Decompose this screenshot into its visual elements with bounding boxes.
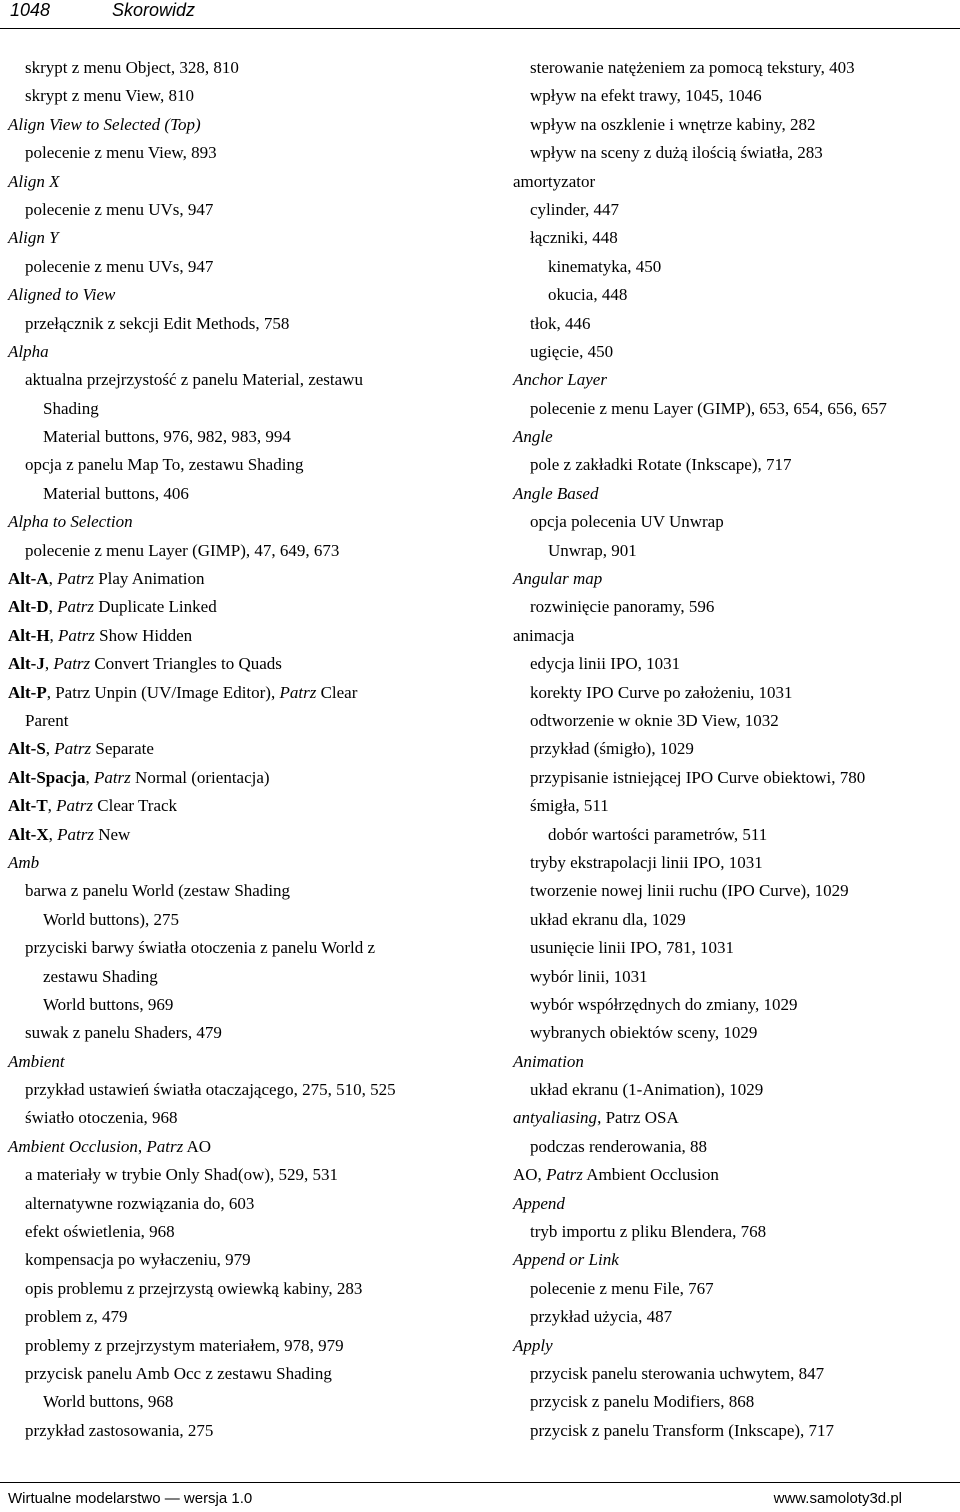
index-entry-text: wpływ na oszklenie i wnętrze kabiny, 282	[530, 114, 816, 134]
index-entry	[8, 1019, 468, 1047]
index-entry-text: kompensacja po wyłaczeniu, 979	[25, 1250, 251, 1270]
index-entry-text: światło otoczenia, 968	[25, 1108, 178, 1128]
index-entry-text: Patrz	[57, 824, 94, 844]
index-entry-text: przykład ustawień światła otaczającego, 275, 510, 525	[25, 1080, 396, 1100]
index-entry-text: rozwinięcie panoramy, 596	[530, 597, 715, 617]
index-entry-text: Patrz	[53, 654, 91, 674]
index-entry-text: Show Hidden	[94, 625, 193, 645]
index-entry	[513, 565, 953, 593]
index-entry-text: Separate	[91, 739, 154, 759]
index-entry-text: tryby ekstrapolacji linii IPO, 1031	[530, 852, 763, 872]
index-entry-text: Ambient Occlusion	[8, 1136, 138, 1156]
index-entry-text: korekty IPO Curve po założeniu, 1031	[530, 682, 793, 702]
index-entry	[513, 1019, 953, 1047]
index-entry	[513, 593, 953, 621]
index-entry	[8, 451, 468, 479]
index-entry-text: Align View to Selected (Top)	[8, 114, 201, 134]
index-entry-text: ugięcie, 450	[530, 341, 614, 361]
index-entry-text: wybór linii, 1031	[530, 966, 648, 986]
index-entry	[513, 1218, 953, 1246]
index-entry-text: Patrz	[57, 597, 94, 617]
index-entry	[8, 1133, 468, 1161]
index-entry-text: Amb	[8, 852, 40, 872]
index-entry-text: edycja linii IPO, 1031	[530, 654, 681, 674]
index-entry-text: opcja z panelu Map To, zestawu Shading	[25, 455, 304, 475]
index-column-left	[8, 54, 468, 1445]
index-entry-text: przykład zastosowania, 275	[25, 1420, 214, 1440]
index-entry-text: ,	[48, 569, 58, 589]
footer-website: www.samoloty3d.pl	[773, 1490, 902, 1507]
index-entry	[513, 679, 953, 707]
index-entry	[8, 1303, 468, 1331]
index-entry	[513, 1388, 953, 1416]
index-entry-text: skrypt z menu View, 810	[25, 86, 194, 106]
index-entry-text: podczas renderowania, 88	[530, 1136, 708, 1156]
index-entry	[513, 537, 953, 565]
index-entry	[8, 508, 468, 536]
index-entry	[513, 906, 953, 934]
index-entry	[8, 1161, 468, 1189]
index-entry-text: Clear	[316, 682, 358, 702]
index-entry	[8, 934, 468, 962]
page-number: 1048	[10, 0, 51, 20]
index-entry	[8, 906, 468, 934]
index-entry-text: przycisk z panelu Modifiers, 868	[530, 1392, 755, 1412]
index-entry-text: polecenie z menu UVs, 947	[25, 199, 214, 219]
index-entry-text: Unwrap, 901	[548, 540, 637, 560]
index-entry	[513, 1190, 953, 1218]
index-entry-text: polecenie z menu File, 767	[530, 1278, 714, 1298]
index-entry-text: Patrz	[57, 569, 94, 589]
index-entry-text: ,	[45, 739, 55, 759]
index-entry	[513, 1076, 953, 1104]
index-entry-text: cylinder, 447	[530, 199, 620, 219]
index-entry-text: Patrz	[58, 625, 95, 645]
index-entry-text: przyciski barwy światła otoczenia z panelu World z	[25, 938, 375, 958]
index-entry	[513, 82, 953, 110]
index-entry-text: kinematyka, 450	[548, 256, 662, 276]
index-entry-text: ,	[137, 1136, 147, 1156]
index-entry-text: polecenie z menu UVs, 947	[25, 256, 214, 276]
index-entry-text: przycisk z panelu Transform (Inkscape), 717	[530, 1420, 835, 1440]
index-entry-text: skrypt z menu Object, 328, 810	[25, 58, 239, 77]
index-entry	[513, 764, 953, 792]
index-entry-text: New	[93, 824, 131, 844]
index-entry	[8, 679, 468, 707]
index-entry-text: sterowanie natężeniem za pomocą tekstury, 403	[530, 58, 855, 77]
index-entry	[513, 707, 953, 735]
index-entry-text: problemy z przejrzystym materiałem, 978, 979	[25, 1335, 344, 1355]
index-entry	[8, 1246, 468, 1274]
index-entry-text: World buttons, 968	[43, 1392, 174, 1412]
index-entry-text: Patrz	[279, 682, 317, 702]
index-entry-text: Patrz	[93, 767, 131, 787]
index-entry	[8, 423, 468, 451]
index-entry	[513, 310, 953, 338]
index-entry-text: , Patrz OSA	[597, 1108, 679, 1128]
index-entry-text: Alt-D	[8, 597, 49, 617]
index-entry	[513, 423, 953, 451]
index-entry-text: Apply	[513, 1335, 553, 1355]
index-entry	[513, 281, 953, 309]
index-entry	[513, 1417, 953, 1445]
index-entry	[8, 764, 468, 792]
index-entry-text: Normal (orientacja)	[130, 767, 270, 787]
index-entry	[8, 395, 468, 423]
index-entry-text: śmigła, 511	[530, 796, 609, 816]
index-entry-text: Duplicate Linked	[93, 597, 217, 617]
index-entry-text: układ ekranu (1-Animation), 1029	[530, 1080, 764, 1100]
index-entry-text: ,	[85, 767, 94, 787]
index-entry-text: ,	[44, 654, 54, 674]
index-entry-text: Aligned to View	[8, 285, 116, 305]
index-entry-text: a materiały w trybie Only Shad(ow), 529, 531	[25, 1165, 339, 1185]
index-entry-text: barwa z panelu World (zestaw Shading	[25, 881, 291, 901]
index-entry	[8, 707, 468, 735]
index-entry	[513, 1275, 953, 1303]
index-entry-text: Align Y	[8, 228, 59, 248]
index-entry	[8, 1048, 468, 1076]
index-entry	[513, 253, 953, 281]
page-header	[0, 0, 960, 29]
index-entry-text: Ambient	[8, 1051, 65, 1071]
index-entry	[513, 480, 953, 508]
index-entry	[8, 54, 468, 82]
index-entry	[8, 1275, 468, 1303]
index-entry	[8, 366, 468, 394]
index-entry	[513, 54, 953, 82]
index-entry	[8, 1190, 468, 1218]
index-entry-text: polecenie z menu Layer (GIMP), 47, 649, 673	[25, 540, 340, 560]
index-entry-text: Alt-P	[8, 682, 47, 702]
index-entry	[513, 168, 953, 196]
index-entry	[8, 849, 468, 877]
index-entry	[8, 480, 468, 508]
index-entry-text: Angle	[513, 427, 553, 447]
index-entry-text: ,	[49, 625, 59, 645]
index-entry-text: Clear Track	[93, 796, 178, 816]
index-entry-text: World buttons, 969	[43, 994, 174, 1014]
index-entry-text: Play Animation	[93, 569, 205, 589]
index-entry	[8, 281, 468, 309]
index-entry-text: Angular map	[513, 569, 603, 589]
index-entry-text: pole z zakładki Rotate (Inkscape), 717	[530, 455, 792, 475]
index-entry-text: Alpha to Selection	[8, 512, 133, 532]
index-entry	[513, 991, 953, 1019]
index-entry-text: dobór wartości parametrów, 511	[548, 824, 768, 844]
index-entry-text: Alt-Spacja	[8, 767, 86, 787]
index-entry	[513, 224, 953, 252]
index-entry-text: Patrz	[56, 796, 94, 816]
index-entry-text: Anchor Layer	[513, 370, 607, 390]
index-entry-text: Append	[513, 1193, 565, 1213]
index-entry-text: ,	[48, 824, 58, 844]
index-entry-text: wpływ na sceny z dużą ilością światła, 283	[530, 143, 823, 163]
index-entry-text: amortyzator	[513, 171, 596, 191]
index-entry-text: przykład (śmigło), 1029	[530, 739, 694, 759]
index-entry-text: Parent	[25, 710, 69, 730]
index-entry	[8, 338, 468, 366]
index-entry	[8, 877, 468, 905]
index-entry-text: opis problemu z przejrzystą owiewką kabiny, 283	[25, 1278, 363, 1298]
index-entry	[8, 168, 468, 196]
index-entry-text: polecenie z menu Layer (GIMP), 653, 654, 656, 657	[530, 398, 887, 418]
index-entry-text: Angle Based	[513, 483, 599, 503]
index-entry	[8, 1388, 468, 1416]
index-entry-text: układ ekranu dla, 1029	[530, 909, 686, 929]
index-entry-text: animacja	[513, 625, 575, 645]
index-entry	[513, 1246, 953, 1274]
index-entry	[8, 196, 468, 224]
index-entry-text: Patrz	[546, 1165, 583, 1185]
index-entry-text: AO,	[513, 1165, 547, 1185]
index-entry-text: tryb importu z pliku Blendera, 768	[530, 1222, 767, 1242]
index-entry-text: Material buttons, 406	[43, 483, 189, 503]
index-entry	[8, 82, 468, 110]
index-entry-text: Alt-T	[8, 796, 48, 816]
index-entry	[8, 650, 468, 678]
index-entry-text: suwak z panelu Shaders, 479	[25, 1023, 222, 1043]
index-entry	[513, 1048, 953, 1076]
index-entry	[513, 508, 953, 536]
index-entry-text: ,	[48, 597, 58, 617]
index-entry	[8, 253, 468, 281]
index-entry	[8, 622, 468, 650]
index-entry	[8, 991, 468, 1019]
index-entry-text: Append or Link	[513, 1250, 619, 1270]
page-title: Skorowidz	[112, 0, 196, 20]
index-entry-text: polecenie z menu View, 893	[25, 143, 217, 163]
index-entry	[513, 1161, 953, 1189]
index-entry	[8, 224, 468, 252]
index-entry	[513, 1133, 953, 1161]
index-entry-text: Ambient Occlusion	[582, 1165, 719, 1185]
index-entry	[8, 310, 468, 338]
footer-book-title: Wirtualne modelarstwo — wersja 1.0	[8, 1490, 253, 1507]
index-entry-text: antyaliasing	[513, 1108, 598, 1128]
index-entry-text: Alt-H	[8, 625, 50, 645]
index-entry	[8, 792, 468, 820]
index-entry	[513, 622, 953, 650]
index-entry-text: zestawu Shading	[43, 966, 158, 986]
index-entry-text: wybór współrzędnych do zmiany, 1029	[530, 994, 798, 1014]
index-entry-text: Alpha	[8, 341, 49, 361]
index-entry	[513, 792, 953, 820]
index-entry	[8, 139, 468, 167]
index-entry	[513, 849, 953, 877]
index-entry	[8, 1417, 468, 1445]
index-entry	[513, 1104, 953, 1132]
index-entry-text: Patrz	[54, 739, 92, 759]
index-entry	[513, 963, 953, 991]
index-entry	[8, 821, 468, 849]
index-entry-text: Patrz	[146, 1136, 184, 1156]
index-entry-text: przypisanie istniejącej IPO Curve obiektowi, 780	[530, 767, 866, 787]
index-entry-text: wybranych obiektów sceny, 1029	[530, 1023, 758, 1043]
index-entry	[8, 963, 468, 991]
index-entry-text: Animation	[513, 1051, 584, 1071]
index-entry	[513, 451, 953, 479]
index-entry	[8, 1332, 468, 1360]
index-entry-text: przykład użycia, 487	[530, 1307, 673, 1327]
index-entry	[8, 1360, 468, 1388]
index-entry	[513, 877, 953, 905]
index-entry	[513, 1332, 953, 1360]
index-entry-text: przełącznik z sekcji Edit Methods, 758	[25, 313, 290, 333]
index-entry-text: efekt oświetlenia, 968	[25, 1222, 175, 1242]
index-entry	[513, 111, 953, 139]
index-entry-text: aktualna przejrzystość z panelu Material, zestawu	[25, 370, 363, 390]
index-entry	[513, 338, 953, 366]
index-entry	[8, 1218, 468, 1246]
index-entry-text: Alt-J	[8, 654, 45, 674]
index-entry-text: usunięcie linii IPO, 781, 1031	[530, 938, 734, 958]
index-entry-text: przycisk panelu Amb Occ z zestawu Shading	[25, 1363, 332, 1383]
index-entry-text: World buttons), 275	[43, 909, 180, 929]
index-entry	[8, 1076, 468, 1104]
index-entry	[8, 537, 468, 565]
index-column-right	[513, 54, 953, 1445]
index-entry-text: , Patrz Unpin (UV/Image Editor),	[46, 682, 280, 702]
index-entry	[513, 196, 953, 224]
index-entry	[513, 934, 953, 962]
index-entry-text: Alt-X	[8, 824, 49, 844]
index-entry-text: Align X	[8, 171, 60, 191]
index-entry-text: tworzenie nowej linii ruchu (IPO Curve), 1029	[530, 881, 849, 901]
index-entry-text: alternatywne rozwiązania do, 603	[25, 1193, 255, 1213]
index-entry	[513, 650, 953, 678]
index-entry	[513, 1360, 953, 1388]
index-entry-text: Alt-A	[8, 569, 49, 589]
index-entry	[513, 395, 953, 423]
index-entry	[8, 735, 468, 763]
index-entry-text: problem z, 479	[25, 1307, 128, 1327]
page-footer	[0, 1482, 960, 1512]
index-entry-text: łączniki, 448	[530, 228, 618, 248]
index-entry-text: okucia, 448	[548, 285, 628, 305]
index-entry	[8, 593, 468, 621]
index-entry	[513, 821, 953, 849]
index-entry-text: przycisk panelu sterowania uchwytem, 847	[530, 1363, 825, 1383]
index-entry	[8, 1104, 468, 1132]
index-entry-text: odtworzenie w oknie 3D View, 1032	[530, 710, 779, 730]
index-entry-text: Convert Triangles to Quads	[90, 654, 282, 674]
index-entry	[8, 565, 468, 593]
index-entry-text: Alt-S	[8, 739, 46, 759]
index-entry	[8, 111, 468, 139]
index-entry	[513, 1303, 953, 1331]
index-entry	[513, 139, 953, 167]
index-entry	[513, 735, 953, 763]
index-entry-text: AO	[183, 1136, 212, 1156]
index-entry-text: opcja polecenia UV Unwrap	[530, 512, 724, 532]
index-entry	[513, 366, 953, 394]
index-entry-text: Shading	[43, 398, 99, 418]
index-entry-text: ,	[47, 796, 57, 816]
index-entry-text: tłok, 446	[530, 313, 591, 333]
index-entry-text: wpływ na efekt trawy, 1045, 1046	[530, 86, 762, 106]
index-entry-text: Material buttons, 976, 982, 983, 994	[43, 427, 291, 447]
